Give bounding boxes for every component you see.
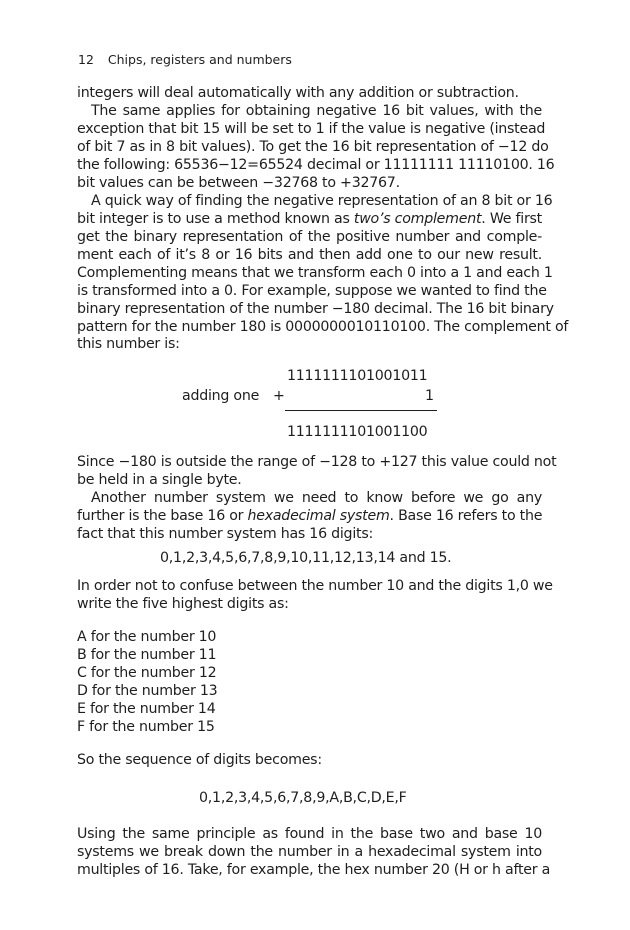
text-line: Since −180 is outside the range of −128 to +127 this value could not [77,454,557,470]
result-value: 1111111101001100 [287,424,428,440]
hex-list-item: E for the number 14 [77,701,216,717]
page-number: 12 [78,52,94,67]
adding-one-label: adding one [182,388,260,404]
complement-value: 1111111101001011 [287,368,428,384]
text-line: be held in a single byte. [77,472,242,488]
text-line: multiples of 16. Take, for example, the hex number 20 (H or h after a [77,862,551,878]
addend-one: 1 [425,388,434,404]
text-line: further is the base 16 or hexadecimal system. Base 16 refers to the [77,508,543,524]
text-line: ment each of it’s 8 or 16 bits and then add one to our new result. [77,247,542,263]
running-header [78,52,292,67]
running-title: Chips, registers and numbers [107,52,292,67]
text-line: exception that bit 15 will be set to 1 if the value is negative (instead [77,121,546,137]
text-line: the following: 65536−12=65524 decimal or 11111111 11110100. 16 [77,157,555,173]
text-line: of bit 7 as in 8 bit values). To get the 16 bit representation of −12 do [77,139,549,155]
hex-list-item: F for the number 15 [77,719,215,735]
text-line: bit integer is to use a method known as two’s complement. We first [77,211,542,227]
hex-digits: 0,1,2,3,4,5,6,7,8,9,A,B,C,D,E,F [199,790,407,806]
text-line: bit values can be between −32768 to +32767. [77,175,400,191]
text-line: So the sequence of digits becomes: [77,752,322,768]
text-line: The same applies for obtaining negative 16 bit values, with the [91,103,542,119]
text-line: write the five highest digits as: [77,596,289,612]
plus-sign: + [273,388,285,404]
text-line: Complementing means that we transform each 0 into a 1 and each 1 [77,265,553,281]
text-line: Another number system we need to know before we go any [91,490,542,506]
text-line: Using the same principle as found in the base two and base 10 [77,826,542,842]
hex-list-item: D for the number 13 [77,683,218,699]
text-line: get the binary representation of the positive number and comple- [77,229,542,245]
text-line: fact that this number system has 16 digits: [77,526,373,542]
decimal-digits: 0,1,2,3,4,5,6,7,8,9,10,11,12,13,14 and 15. [160,550,452,566]
text-line: In order not to confuse between the number 10 and the digits 1,0 we [77,578,553,594]
text-line: A quick way of finding the negative representation of an 8 bit or 16 [91,193,553,209]
hex-list-item: B for the number 11 [77,647,217,663]
text-line: binary representation of the number −180 decimal. The 16 bit binary [77,301,554,317]
text-line: pattern for the number 180 is 0000000010110100. The complement of [77,319,569,335]
text-line: systems we break down the number in a hexadecimal system into [77,844,542,860]
italic-term: two’s complement [353,211,482,227]
hex-list-item: C for the number 12 [77,665,217,681]
sum-rule [285,410,437,411]
text-line: is transformed into a 0. For example, suppose we wanted to find the [77,283,547,299]
text-line: this number is: [77,336,180,352]
text-line: integers will deal automatically with any addition or subtraction. [77,85,519,101]
hex-list-item: A for the number 10 [77,629,217,645]
italic-term: hexadecimal system [247,508,390,524]
